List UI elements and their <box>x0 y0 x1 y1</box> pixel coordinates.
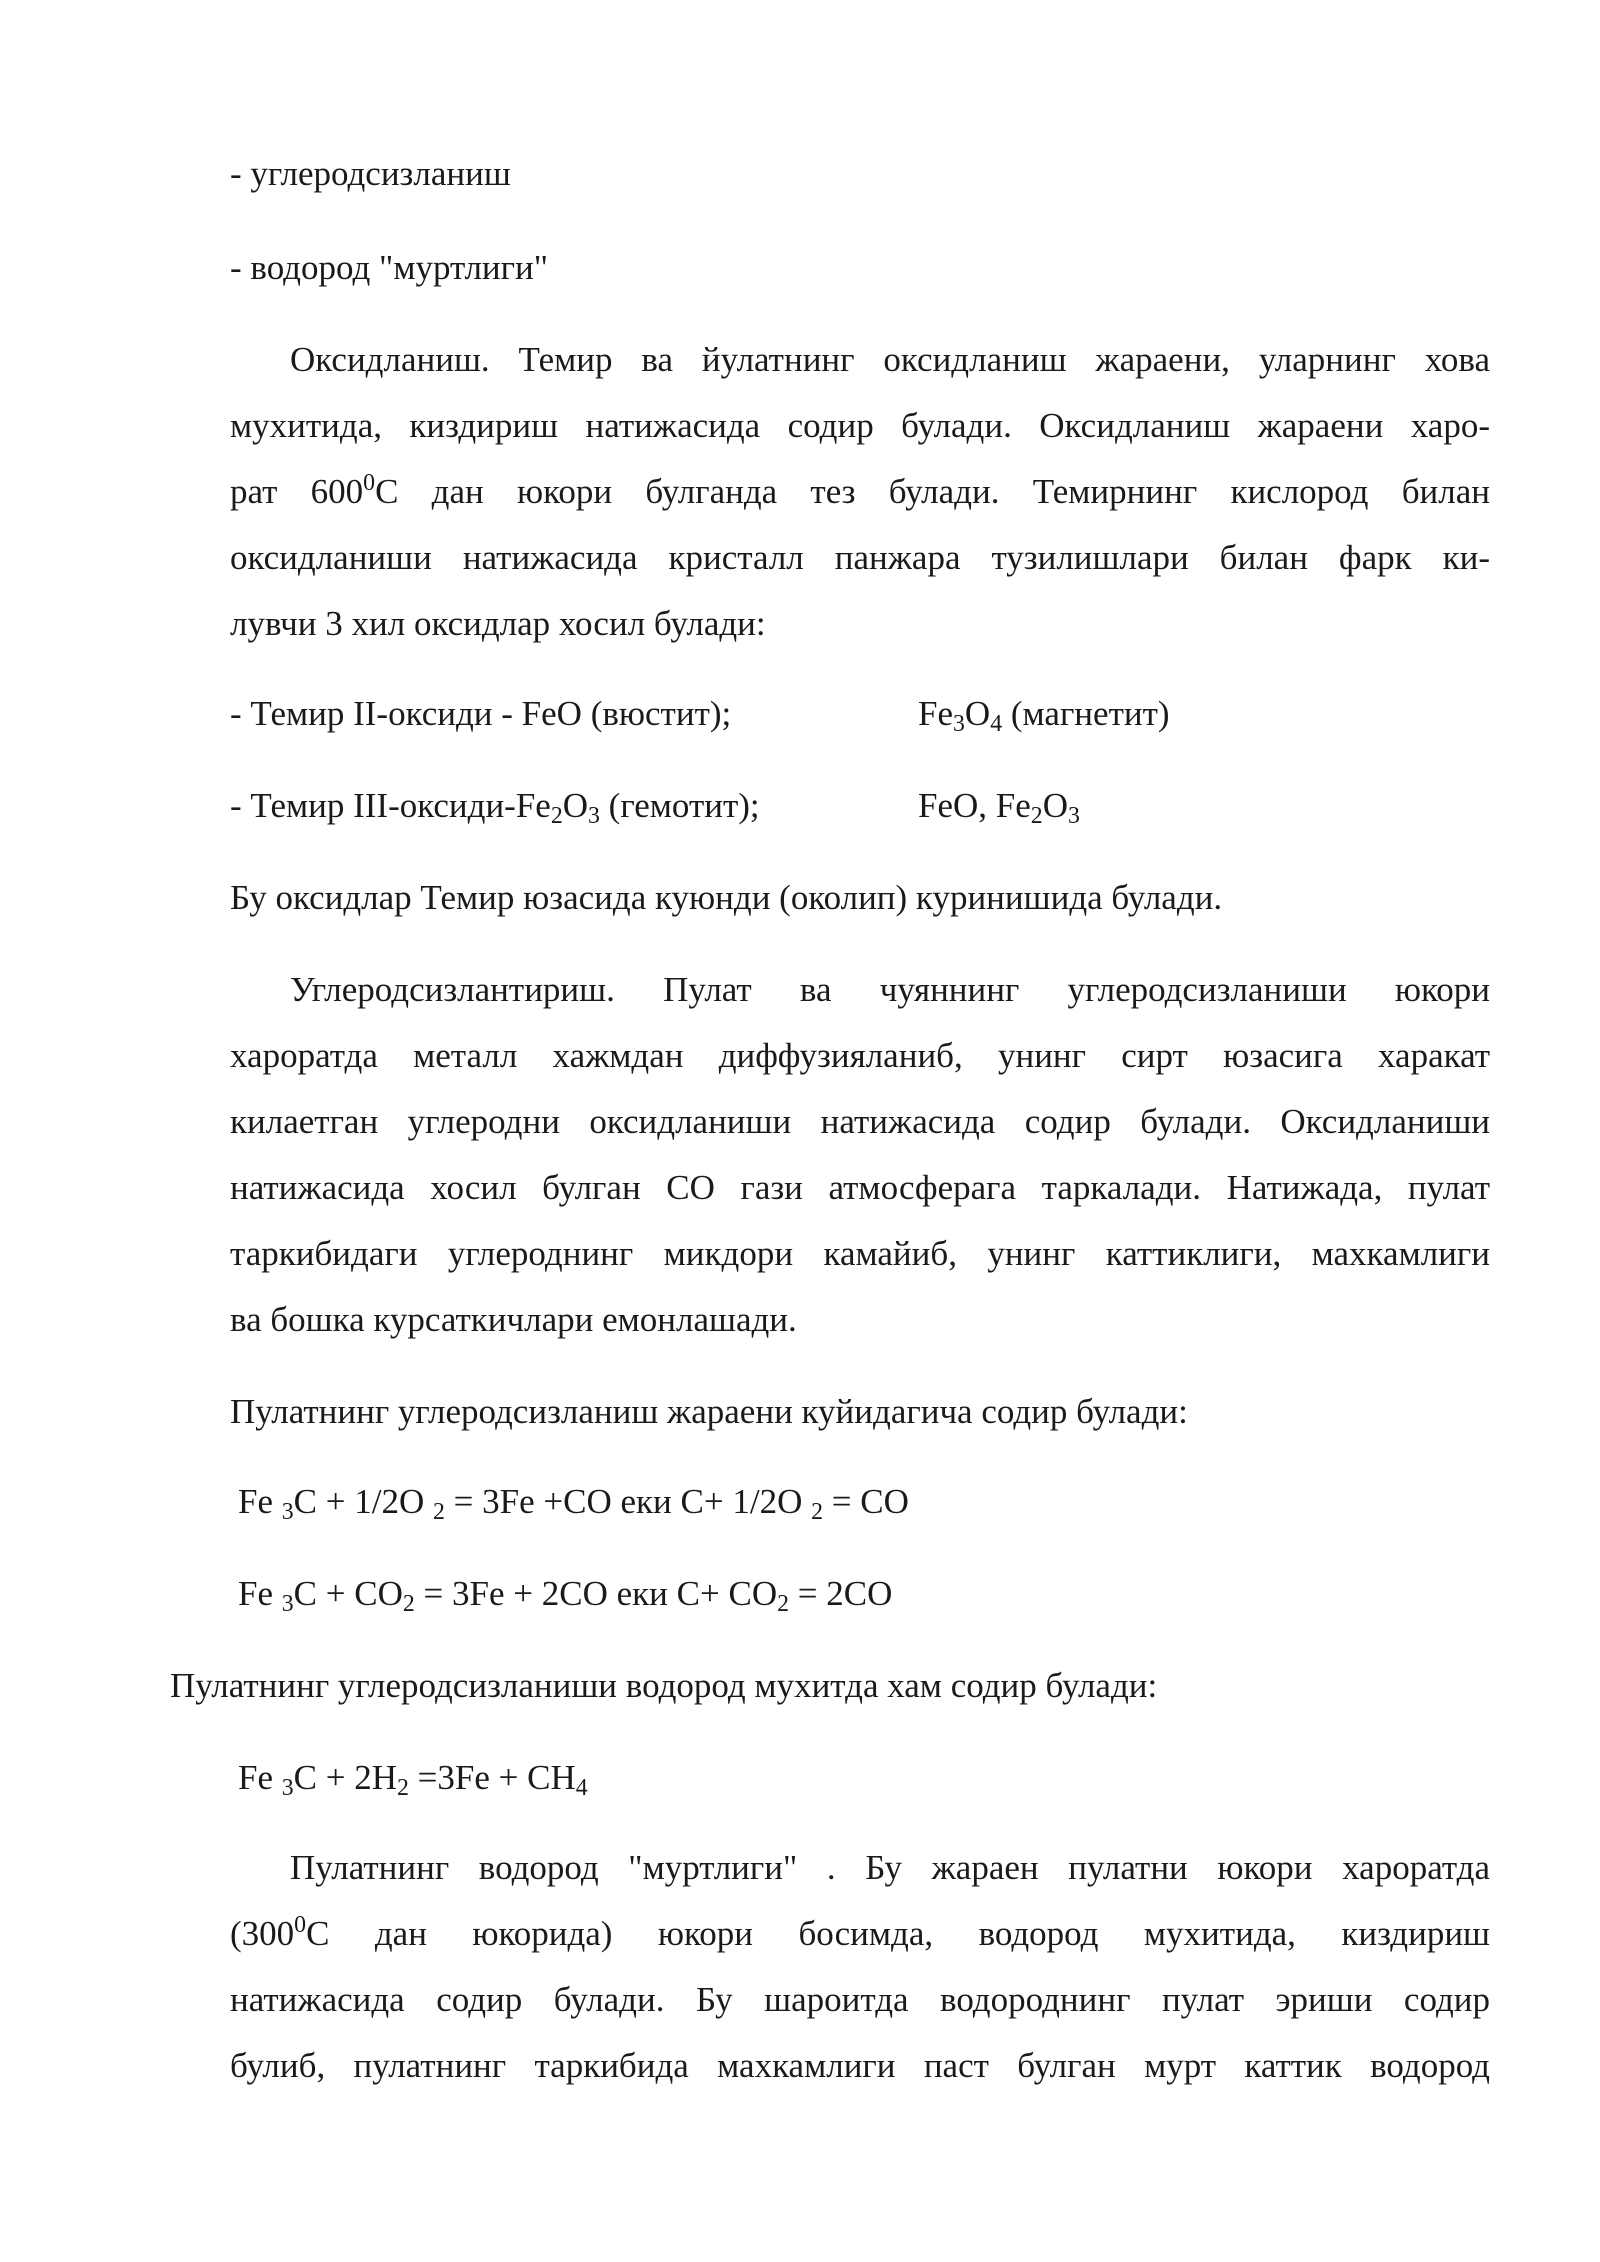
text-run: C + 2H <box>293 1758 398 1797</box>
text-run: C + CO <box>293 1574 403 1613</box>
text-run: Fe <box>238 1574 282 1613</box>
text-run: = CO <box>823 1482 909 1521</box>
text-run: С дан юкори булганда тез булади. Темирнинг кислород билан <box>375 472 1490 511</box>
oxide-note: Бу оксидлар Темир юзасида куюнди (околип) куринишида булади. <box>230 878 1223 917</box>
subscript: 2 <box>402 1590 415 1617</box>
text-run: Fe <box>918 694 953 733</box>
embrittlement-paragraph-line-1: Пулатнинг водород "муртлиги" . Бу жараен пулатни юкори хароратда <box>290 1848 1490 1887</box>
decarburization-paragraph-line-6: ва бошка курсаткичлари емонлашади. <box>230 1300 797 1339</box>
decarburization-intro: Пулатнинг углеродсизланиш жараени куйидагича содир булади: <box>230 1392 1188 1431</box>
oxide-row-2-left <box>230 784 760 828</box>
oxide-row-2-right <box>918 784 1080 828</box>
oxidation-paragraph-line-5: лувчи 3 хил оксидлар хосил булади: <box>230 604 766 643</box>
decarburization-paragraph-line-3: килаетган углеродни оксидланиши натижасида содир булади. Оксидланиши <box>230 1102 1490 1141</box>
oxide-row-1-right <box>918 692 1170 736</box>
subscript: 3 <box>281 1498 294 1525</box>
subscript: 3 <box>1067 802 1080 829</box>
list-item-hydrogen-embrittlement: - водород "муртлиги" <box>230 248 549 287</box>
oxidation-paragraph-line-4: оксидланиши натижасида кристалл панжара тузилишлари билан фарк ки- <box>230 538 1490 577</box>
subscript: 3 <box>588 802 600 829</box>
oxidation-paragraph-line-2: мухитида, киздириш натижасида содир булади. Оксидланиш жараени харо- <box>230 406 1490 445</box>
subscript: 3 <box>281 1590 294 1617</box>
subscript: 2 <box>777 1590 790 1617</box>
text-run: С дан юкорида) юкори босимда, водород мухитида, киздириш <box>306 1914 1490 1953</box>
text-run: (магнетит) <box>1002 694 1170 733</box>
text-run: O <box>964 694 991 733</box>
text-run: - Темир III-оксиди-Fe <box>230 786 551 825</box>
list-item-decarburization: - углеродсизланиш <box>230 154 511 193</box>
text-run: =3Fe + CH <box>408 1758 576 1797</box>
text-run: Fe <box>238 1758 282 1797</box>
text-run: O <box>1042 786 1068 825</box>
hydrogen-decarburization-intro: Пулатнинг углеродсизланиши водород мухитда хам содир булади: <box>170 1666 1158 1705</box>
subscript: 4 <box>990 710 1003 737</box>
superscript: 0 <box>363 470 376 496</box>
text-run: рат 600 <box>230 472 364 511</box>
decarburization-paragraph-line-4: натижасида хосил булган СО гази атмосферага таркалади. Натижада, пулат <box>230 1168 1490 1207</box>
decarburization-paragraph-line-5: таркибидаги углероднинг микдори камайиб, унинг каттиклиги, махкамлиги <box>230 1234 1490 1273</box>
embrittlement-paragraph-line-2 <box>230 1912 1490 1956</box>
subscript: 2 <box>1030 802 1043 829</box>
text-run: Fe <box>238 1482 282 1521</box>
embrittlement-paragraph-line-3: натижасида содир булади. Бу шароитда водороднинг пулат эриши содир <box>230 1980 1490 2019</box>
equation-3 <box>238 1756 1498 1800</box>
oxidation-paragraph-line-3 <box>230 470 1490 514</box>
text-run: (300 <box>230 1914 295 1953</box>
subscript: 2 <box>433 1498 445 1525</box>
decarburization-paragraph-line-1: Углеродсизлантириш. Пулат ва чуяннинг углеродсизланиши юкори <box>290 970 1490 1009</box>
superscript: 0 <box>294 1912 307 1938</box>
subscript: 3 <box>953 710 965 737</box>
text-run: FeO, Fe <box>918 786 1031 825</box>
subscript: 2 <box>397 1774 409 1801</box>
text-run: = 3Fe + 2CO еки C+ CO <box>414 1574 778 1613</box>
equation-2 <box>238 1572 1498 1616</box>
text-run: O <box>562 786 589 825</box>
embrittlement-paragraph-line-4: булиб, пулатнинг таркибида махкамлиги паст булган мурт каттик водород <box>230 2046 1490 2085</box>
equation-1 <box>238 1480 1498 1524</box>
subscript: 3 <box>281 1774 294 1801</box>
subscript: 4 <box>575 1774 588 1801</box>
text-run: C + 1/2O <box>293 1482 433 1521</box>
text-run: (гемотит); <box>599 786 760 825</box>
text-run: = 2CO <box>789 1574 893 1613</box>
oxide-row-1-left: - Темир II-оксиди - FeO (вюстит); <box>230 694 732 733</box>
subscript: 2 <box>550 802 563 829</box>
decarburization-paragraph-line-2: хароратда металл хажмдан диффузияланиб, унинг сирт юзасига харакат <box>230 1036 1490 1075</box>
subscript: 2 <box>811 1498 824 1525</box>
oxidation-paragraph-line-1: Оксидланиш. Темир ва йулатнинг оксидланиш жараени, уларнинг хова <box>290 340 1490 379</box>
text-run: = 3Fe +CO еки C+ 1/2O <box>444 1482 812 1521</box>
